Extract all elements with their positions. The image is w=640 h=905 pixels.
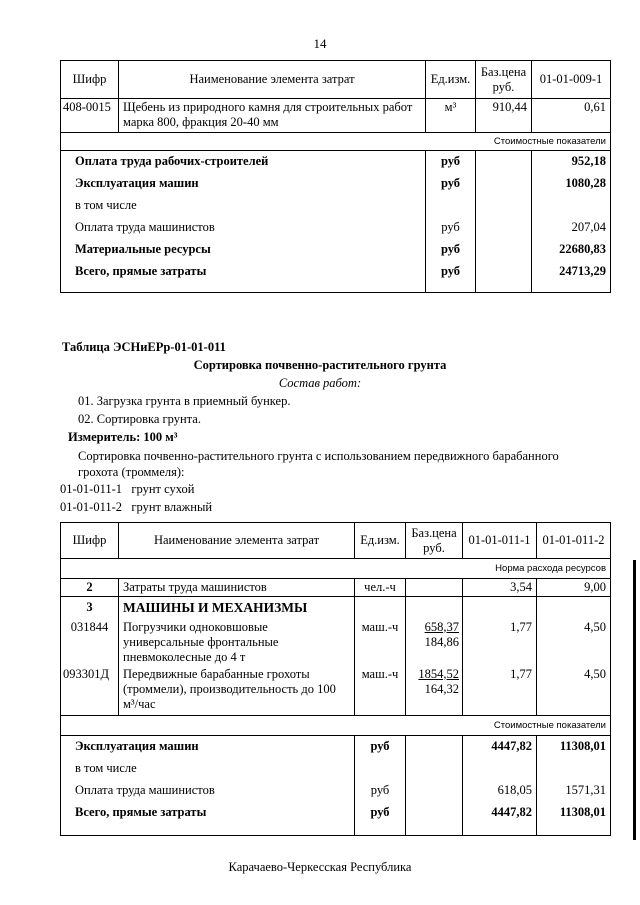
machine-name: Погрузчики одноковшовые универсальные фронтальные пневмоколесные до 4 т xyxy=(119,619,355,666)
cost-value: 24713,29 xyxy=(532,260,611,292)
scan-edge-mark xyxy=(633,560,636,840)
cost-value: 952,18 xyxy=(532,151,611,173)
cost-value: 207,04 xyxy=(532,216,611,238)
header-name: Наименование элемента затрат xyxy=(119,61,426,99)
resource-table-01-01-009 xyxy=(60,60,611,293)
header-base-price: Баз.цена руб. xyxy=(476,61,532,99)
section-description: Сортировка почвенно-растительного грунта с использованием передвижного барабанного грохота (троммеля): xyxy=(78,449,559,479)
footer-region: Карачаево-Черкесская Республика xyxy=(228,860,412,874)
material-code: 408-0015 xyxy=(61,99,119,133)
machine-code: 031844 xyxy=(61,619,119,666)
variant-name: грунт влажный xyxy=(131,500,213,514)
cost-value: 22680,83 xyxy=(532,238,611,260)
table-row xyxy=(61,579,611,597)
section-title: Сортировка почвенно-растительного грунта xyxy=(193,358,447,372)
variant-code: 01-01-011-1 xyxy=(60,482,123,496)
header-col-009-1: 01-01-009-1 xyxy=(532,61,611,99)
machine-v1: 1,77 xyxy=(463,619,537,666)
cost-name: Материальные ресурсы xyxy=(61,238,426,260)
machine-price-labor: 164,32 xyxy=(424,681,459,696)
header-code: Шифр xyxy=(61,61,119,99)
material-unit: м³ xyxy=(426,99,476,133)
resource-table-01-01-011 xyxy=(60,522,611,836)
cost-name: Эксплуатация машин xyxy=(61,172,426,194)
cost-unit: руб xyxy=(426,238,476,260)
machine-v2: 4,50 xyxy=(537,619,611,666)
labor-code: 2 xyxy=(61,579,119,597)
table-row xyxy=(61,99,611,133)
machine-code: 093301Д xyxy=(61,666,119,716)
variant-name: грунт сухой xyxy=(131,482,195,496)
machine-unit: маш.-ч xyxy=(355,666,406,716)
variant-item xyxy=(60,500,212,515)
header-unit: Ед.изм. xyxy=(426,61,476,99)
cost-name: Оплата труда рабочих-строителей xyxy=(61,151,426,173)
cost-indicators-header: Стоимостные показатели xyxy=(61,133,611,151)
cost-v1: 4447,82 xyxy=(463,736,537,758)
machine-price: 1854,52 xyxy=(418,666,459,681)
header-base-price: Баз.цена руб. xyxy=(406,523,463,559)
norm-header: Норма расхода ресурсов xyxy=(61,559,611,579)
cost-name: Эксплуатация машин xyxy=(61,736,355,758)
machine-name: Передвижные барабанные грохоты (троммели), производительность до 100 м³/час xyxy=(119,666,355,716)
labor-name: Затраты труда машинистов xyxy=(119,579,355,597)
cost-v1: 4447,82 xyxy=(463,801,537,835)
header-unit: Ед.изм. xyxy=(355,523,406,559)
table-row xyxy=(61,666,611,716)
cost-value: 1080,28 xyxy=(532,172,611,194)
header-code: Шифр xyxy=(61,523,119,559)
labor-unit: чел.-ч xyxy=(355,579,406,597)
cost-unit: руб xyxy=(426,151,476,173)
cost-v2: 1571,31 xyxy=(537,779,611,801)
material-value: 0,61 xyxy=(532,99,611,133)
cost-name: в том числе xyxy=(61,194,426,216)
header-col-011-2: 01-01-011-2 xyxy=(537,523,611,559)
table-title: Таблица ЭСНиЕРр-01-01-011 xyxy=(62,340,226,354)
header-name: Наименование элемента затрат xyxy=(119,523,355,559)
machine-v2: 4,50 xyxy=(537,666,611,716)
variant-code: 01-01-011-2 xyxy=(60,500,123,514)
cost-unit: руб xyxy=(355,779,406,801)
cost-v2: 11308,01 xyxy=(537,801,611,835)
cost-unit: руб xyxy=(426,216,476,238)
machines-group-code: 3 xyxy=(61,597,119,619)
cost-unit: руб xyxy=(355,736,406,758)
table-row xyxy=(61,619,611,666)
table-row xyxy=(61,597,611,619)
machine-price-labor: 184,86 xyxy=(424,634,459,649)
page-number: 14 xyxy=(313,36,327,51)
cost-unit: руб xyxy=(355,801,406,835)
cost-name: Оплата труда машинистов xyxy=(61,216,426,238)
cost-v2: 11308,01 xyxy=(537,736,611,758)
machine-unit: маш.-ч xyxy=(355,619,406,666)
machine-v1: 1,77 xyxy=(463,666,537,716)
work-item: 02. Сортировка грунта. xyxy=(78,412,201,426)
machine-price: 658,37 xyxy=(424,619,459,634)
cost-name: в том числе xyxy=(61,757,355,779)
cost-name: Всего, прямые затраты xyxy=(61,260,426,292)
material-name: Щебень из природного камня для строительных работ марка 800, фракция 20-40 мм xyxy=(119,99,426,133)
cost-unit: руб xyxy=(426,260,476,292)
machines-group-name: МАШИНЫ И МЕХАНИЗМЫ xyxy=(119,597,355,619)
work-item: 01. Загрузка грунта в приемный бункер. xyxy=(78,394,291,408)
material-price: 910,44 xyxy=(476,99,532,133)
labor-v2: 9,00 xyxy=(537,579,611,597)
header-col-011-1: 01-01-011-1 xyxy=(463,523,537,559)
meter: Измеритель: 100 м³ xyxy=(68,430,178,444)
variant-item xyxy=(60,482,195,497)
cost-unit: руб xyxy=(426,172,476,194)
work-composition-title: Состав работ: xyxy=(278,376,362,390)
cost-name: Оплата труда машинистов xyxy=(61,779,355,801)
cost-indicators-header: Стоимостные показатели xyxy=(61,716,611,736)
cost-name: Всего, прямые затраты xyxy=(61,801,355,835)
labor-v1: 3,54 xyxy=(463,579,537,597)
cost-v1: 618,05 xyxy=(463,779,537,801)
